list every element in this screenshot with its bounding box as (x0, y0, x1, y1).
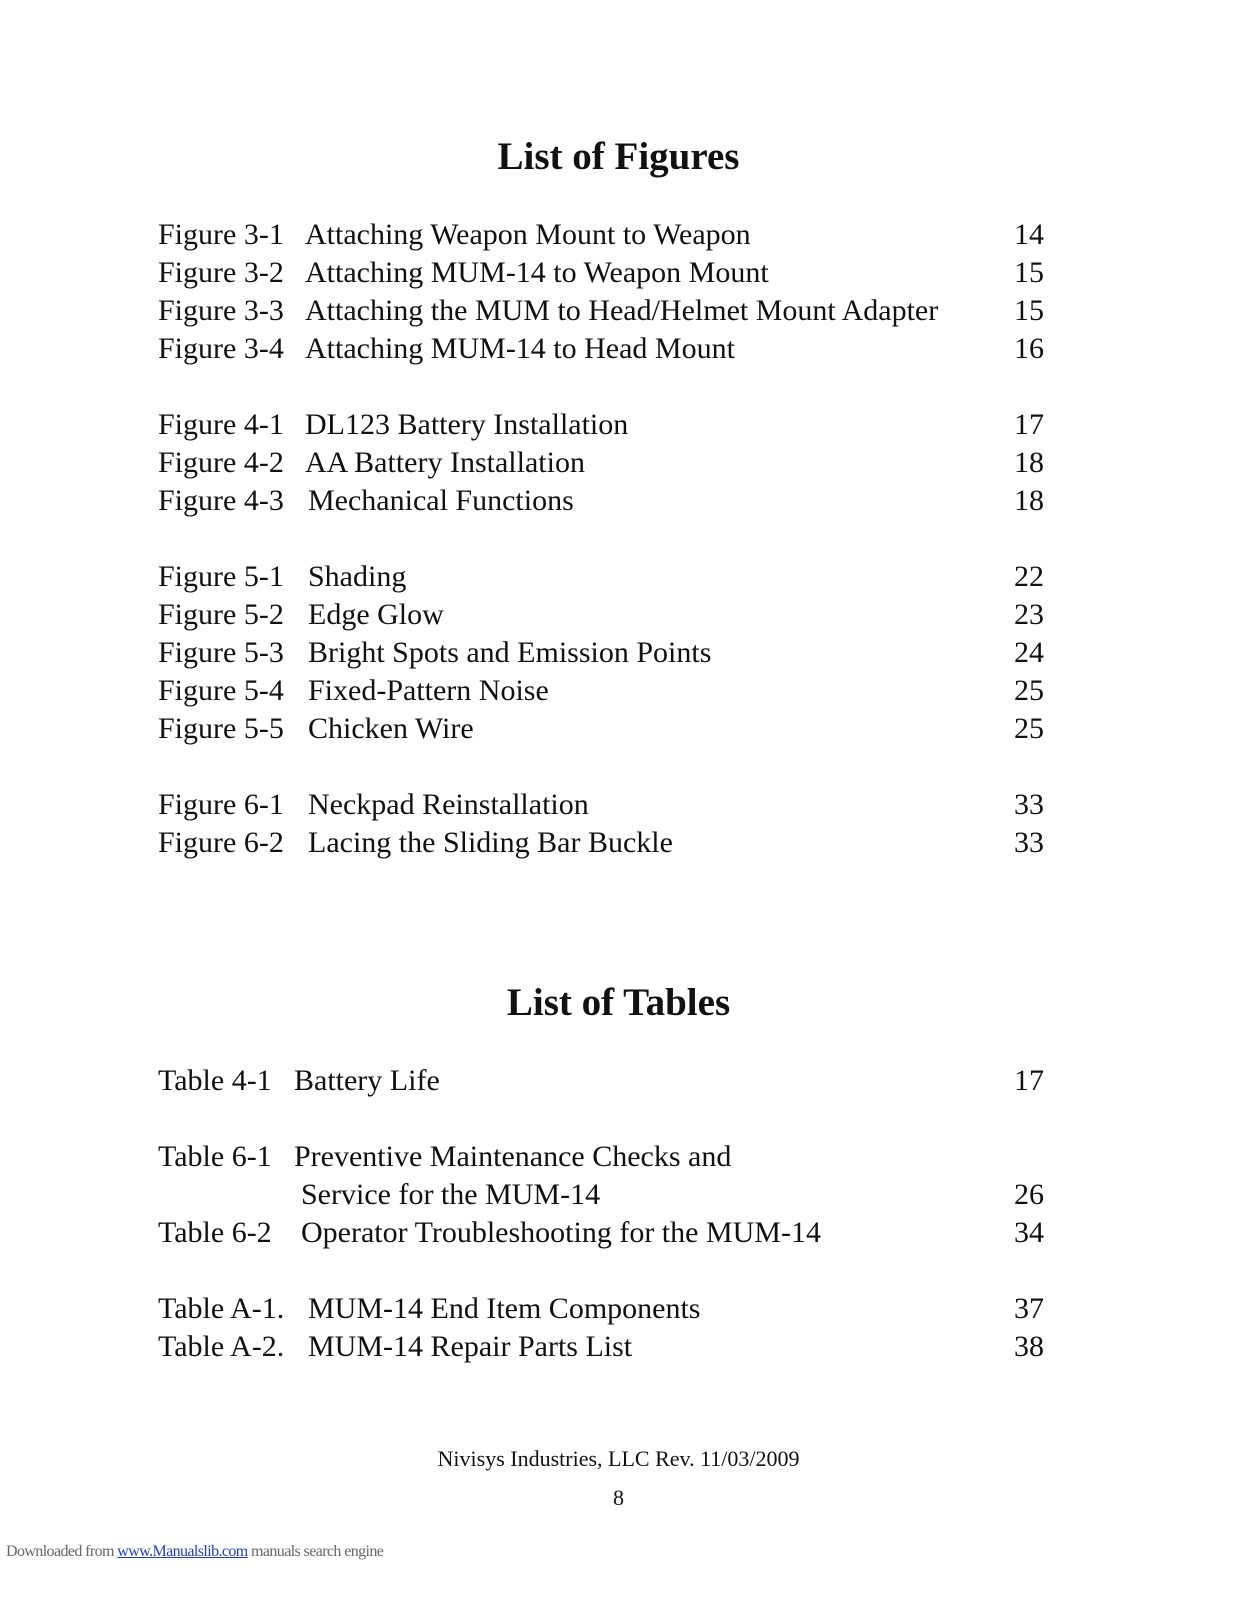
figure-entry[interactable] (158, 216, 1046, 254)
tables-list (158, 1062, 1046, 1100)
page-number: 8 (613, 1485, 624, 1510)
table-entry[interactable] (158, 1062, 1046, 1100)
figure-page: 14 (1014, 218, 1044, 251)
figure-title: Lacing the Sliding Bar Buckle (308, 826, 673, 859)
figure-label: Figure 4-2 (158, 446, 284, 479)
figure-label: Figure 5-4 (158, 674, 284, 707)
figure-page: 16 (1014, 332, 1044, 365)
figure-page: 23 (1014, 598, 1044, 631)
table-label: Table 4-1 (158, 1064, 272, 1097)
manualslib-link[interactable]: www.Manualslib.com (117, 1543, 248, 1560)
figure-title: Fixed-Pattern Noise (308, 674, 549, 707)
figures-list (158, 216, 1046, 368)
figure-title: Bright Spots and Emission Points (308, 636, 712, 669)
figure-label: Figure 5-3 (158, 636, 284, 669)
figure-page: 24 (1014, 636, 1044, 669)
figure-label: Figure 6-2 (158, 826, 284, 859)
figure-entry[interactable] (158, 558, 1046, 596)
table-title: Preventive Maintenance Checks and (294, 1140, 732, 1173)
table-label: Table A-1. (158, 1292, 285, 1325)
tables-list (158, 1290, 1046, 1366)
figure-page: 15 (1014, 256, 1044, 289)
figure-title: Attaching Weapon Mount to Weapon (305, 218, 751, 251)
figure-page: 33 (1014, 826, 1044, 859)
figure-title: Neckpad Reinstallation (308, 788, 589, 821)
figure-label: Figure 6-1 (158, 788, 284, 821)
figure-page: 18 (1014, 446, 1044, 479)
table-page: 38 (1014, 1330, 1044, 1363)
figure-page: 25 (1014, 712, 1044, 745)
figure-entry[interactable] (158, 596, 1046, 634)
figure-label: Figure 3-4 (158, 332, 284, 365)
table-title: Operator Troubleshooting for the MUM-14 (301, 1216, 821, 1249)
figure-label: Figure 3-1 (158, 218, 284, 251)
figure-entry[interactable] (158, 482, 1046, 520)
table-entry[interactable] (158, 1214, 1046, 1252)
figure-title: Attaching MUM-14 to Head Mount (305, 332, 735, 365)
figure-page: 33 (1014, 788, 1044, 821)
figure-entry[interactable] (158, 786, 1046, 824)
figure-label: Figure 5-5 (158, 712, 284, 745)
figure-entry[interactable] (158, 330, 1046, 368)
figure-title: Chicken Wire (308, 712, 474, 745)
table-title: MUM-14 Repair Parts List (308, 1330, 633, 1363)
figure-page: 17 (1014, 408, 1044, 441)
figure-entry[interactable] (158, 444, 1046, 482)
figure-label: Figure 4-3 (158, 484, 284, 517)
figure-title: Attaching the MUM to Head/Helmet Mount Adapter (305, 294, 939, 327)
figure-label: Figure 3-3 (158, 294, 284, 327)
figure-title: DL123 Battery Installation (305, 408, 629, 441)
figures-list (158, 558, 1046, 748)
table-title: MUM-14 End Item Components (308, 1292, 701, 1325)
figure-label: Figure 4-1 (158, 408, 284, 441)
table-title-continued: Service for the MUM-14 (301, 1178, 601, 1211)
figures-list (158, 406, 1046, 520)
table-label: Table A-2. (158, 1330, 285, 1363)
table-page: 26 (1014, 1178, 1044, 1211)
figure-title: Mechanical Functions (308, 484, 574, 517)
figure-title: Shading (308, 560, 407, 593)
figures-list (158, 786, 1046, 862)
figure-entry[interactable] (158, 710, 1046, 748)
list-of-tables-heading: List of Tables (506, 981, 731, 1024)
table-label: Table 6-2 (158, 1216, 272, 1249)
download-prefix: Downloaded from (6, 1543, 118, 1560)
table-page: 17 (1014, 1064, 1044, 1097)
table-entry[interactable] (158, 1138, 1046, 1214)
figure-page: 18 (1014, 484, 1044, 517)
figure-title: Edge Glow (308, 598, 444, 631)
list-of-figures-heading: List of Figures (497, 135, 740, 178)
figure-entry[interactable] (158, 672, 1046, 710)
figure-page: 15 (1014, 294, 1044, 327)
figure-page: 25 (1014, 674, 1044, 707)
figure-entry[interactable] (158, 292, 1046, 330)
figure-entry[interactable] (158, 634, 1046, 672)
footer-company-revision: Nivisys Industries, LLC Rev. 11/03/2009 (437, 1446, 800, 1471)
table-title: Battery Life (294, 1064, 440, 1097)
table-entry[interactable] (158, 1328, 1046, 1366)
figure-label: Figure 3-2 (158, 256, 284, 289)
download-note (6, 1542, 383, 1562)
figure-label: Figure 5-1 (158, 560, 284, 593)
figure-label: Figure 5-2 (158, 598, 284, 631)
figure-title: AA Battery Installation (305, 446, 585, 479)
figure-entry[interactable] (158, 254, 1046, 292)
table-page: 34 (1014, 1216, 1044, 1249)
figure-entry[interactable] (158, 824, 1046, 862)
figure-entry[interactable] (158, 406, 1046, 444)
download-suffix: manuals search engine (247, 1543, 384, 1560)
table-page: 37 (1014, 1292, 1044, 1325)
figure-title: Attaching MUM-14 to Weapon Mount (305, 256, 769, 289)
figure-page: 22 (1014, 560, 1044, 593)
tables-list (158, 1138, 1046, 1252)
table-label: Table 6-1 (158, 1140, 272, 1173)
table-entry[interactable] (158, 1290, 1046, 1328)
